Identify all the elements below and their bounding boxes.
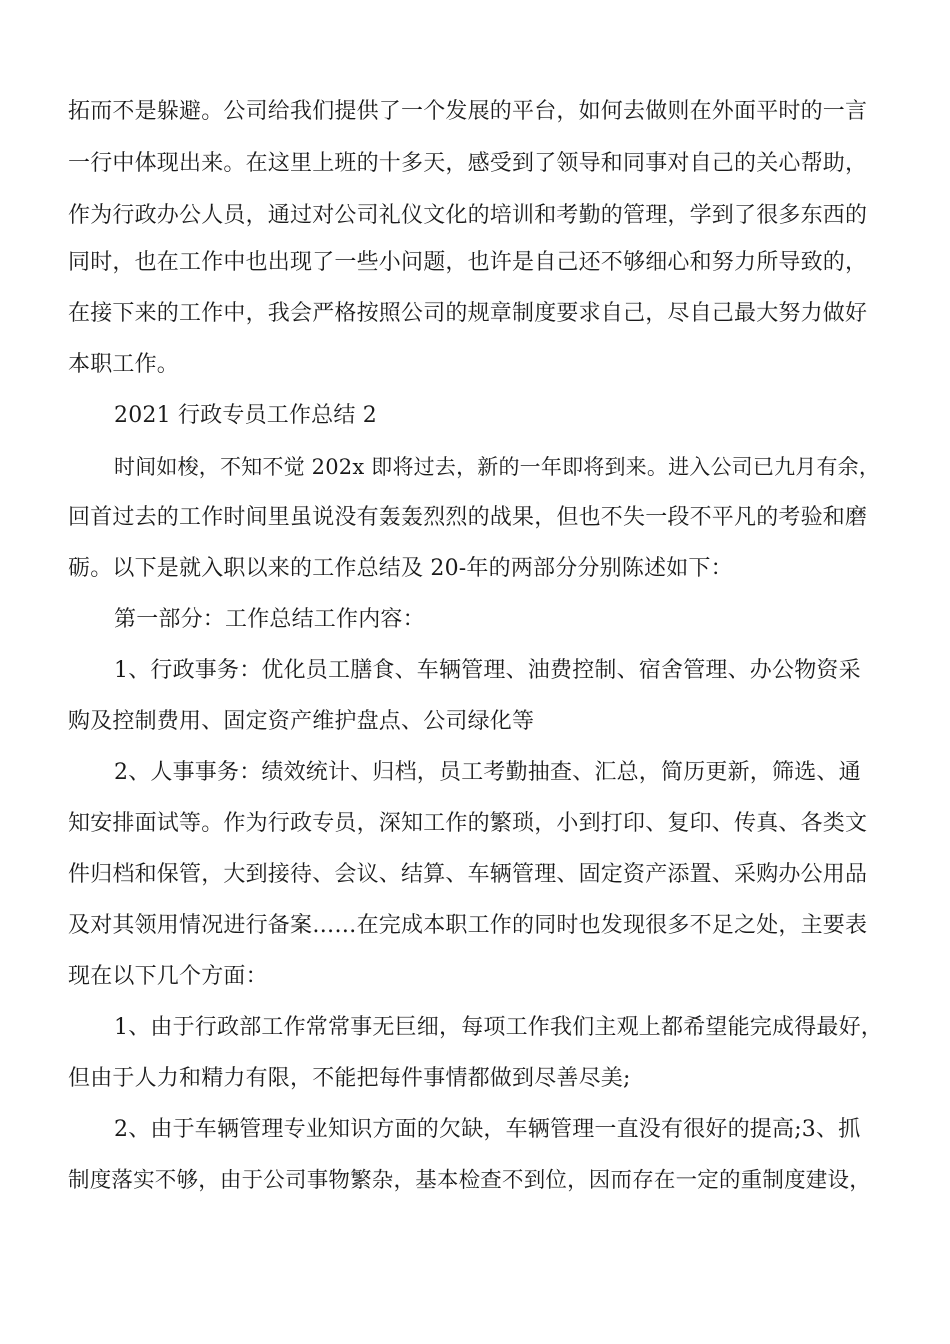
text-line: 制度落实不够，由于公司事物繁杂，基本检查不到位，因而存在一定的重制度建设， (68, 1168, 871, 1193)
text-line: 在接下来的工作中，我会严格按照公司的规章制度要求自己，尽自己最大努力做好 (68, 301, 868, 326)
text-line: 购及控制费用、固定资产维护盘点、公司绿化等 (68, 709, 535, 734)
text-line: 现在以下几个方面： (68, 964, 268, 989)
text-line: 2、由于车辆管理专业知识方面的欠缺，车辆管理一直没有很好的提高;3、抓 (114, 1117, 861, 1142)
text-line: 一行中体现出来。在这里上班的十多天，感受到了领导和同事对自己的关心帮助， (68, 151, 868, 176)
text-line: 砺。以下是就入职以来的工作总结及 20-年的两部分分别陈述如下： (68, 556, 733, 581)
text-line: 拓而不是躲避。公司给我们提供了一个发展的平台，如何去做则在外面平时的一言 (68, 99, 868, 124)
text-line: 件归档和保管，大到接待、会议、结算、车辆管理、固定资产添置、采购办公用品 (68, 862, 868, 887)
section-heading: 2021 行政专员工作总结 2 (114, 403, 377, 428)
text-line: 同时，也在工作中也出现了一些小问题，也许是自己还不够细心和努力所导致的， (68, 250, 868, 275)
text-line: 第一部分：工作总结工作内容： (114, 607, 425, 632)
text-line: 时间如梭，不知不觉 202x 即将过去，新的一年即将到来。进入公司已九月有余， (114, 455, 881, 479)
text-line: 及对其领用情况进行备案……在完成本职工作的同时也发现很多不足之处，主要表 (68, 913, 868, 938)
text-line: 作为行政办公人员，通过对公司礼仪文化的培训和考勤的管理，学到了很多东西的 (68, 203, 868, 228)
text-line: 回首过去的工作时间里虽说没有轰轰烈烈的战果，但也不失一段不平凡的考验和磨 (68, 505, 868, 530)
text-line: 本职工作。 (68, 352, 180, 377)
text-line: 知安排面试等。作为行政专员，深知工作的繁琐，小到打印、复印、传真、各类文 (68, 811, 868, 836)
text-line: 2、人事事务：绩效统计、归档，员工考勤抽查、汇总，简历更新，筛选、通 (114, 760, 861, 785)
text-line: 1、由于行政部工作常常事无巨细，每项工作我们主观上都希望能完成得最好， (114, 1015, 883, 1040)
text-line: 但由于人力和精力有限，不能把每件事情都做到尽善尽美; (68, 1066, 631, 1091)
text-line: 1、行政事务：优化员工膳食、车辆管理、油费控制、宿舍管理、办公物资采 (114, 658, 861, 683)
